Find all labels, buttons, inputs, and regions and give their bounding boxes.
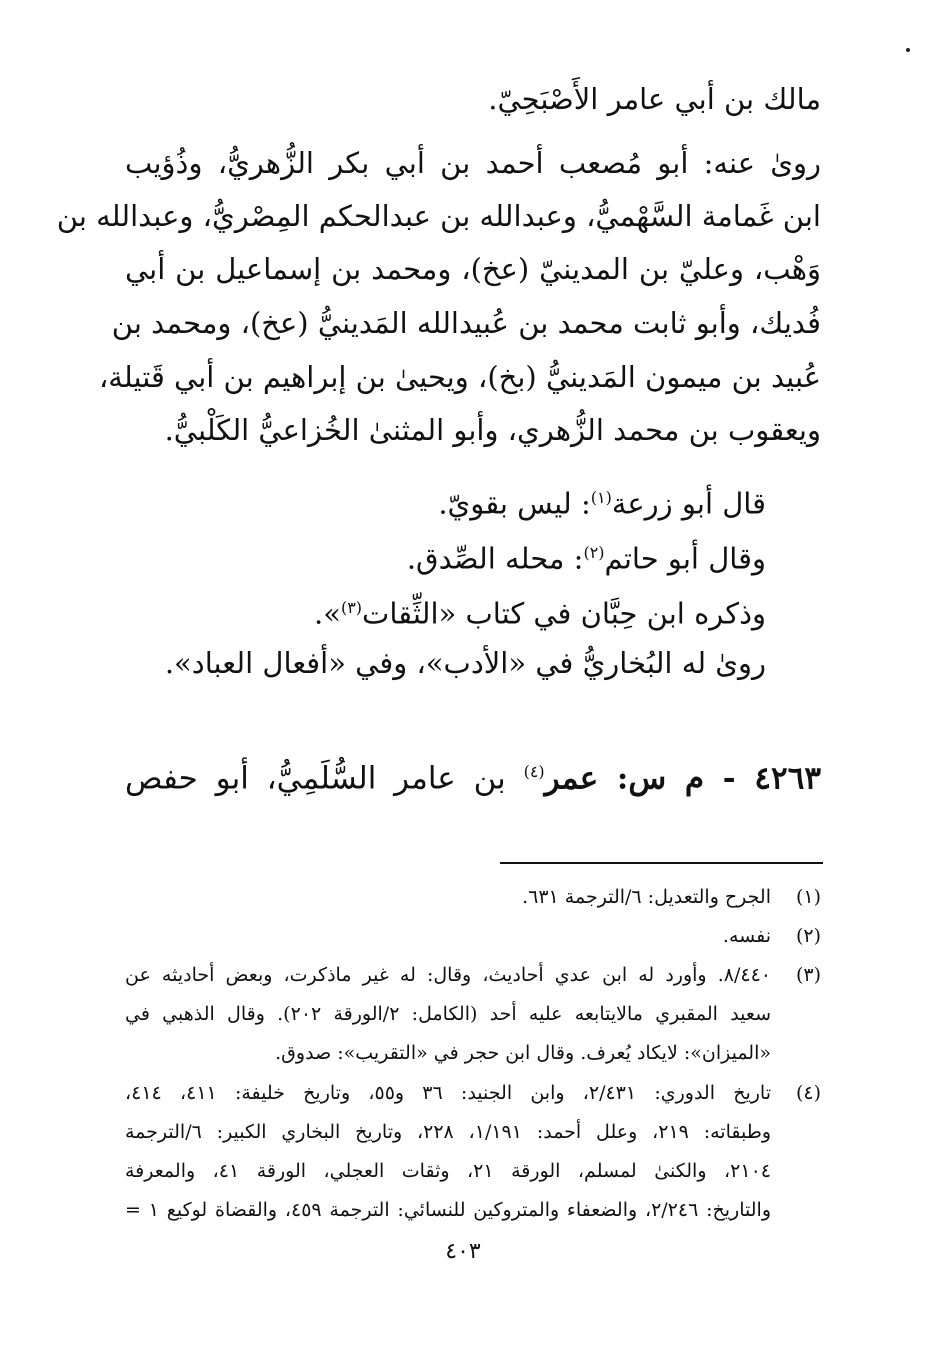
quote-text: : ليس بقويّ. <box>438 486 591 521</box>
footnote-line: وطبقاته: ٢١٩، وعلل أحمد: ١/١٩١، ٢٢٨، وتاريخ البخاري الكبير: ٦/الترجمة <box>125 1121 772 1143</box>
footnote-ref: (١) <box>590 488 612 507</box>
next-entry-heading <box>125 744 821 806</box>
entry-text: ٤٢٦٣ - م س: عمر <box>544 760 821 797</box>
quote-line <box>170 470 766 532</box>
text-line: روىٰ عنه: أبو مُصعب أحمد بن أبي بكر الزُّهريُّ، وذُؤيب <box>125 146 821 180</box>
text-line: مالك بن أبي عامر الأَصْبَحِيّ. <box>488 82 821 116</box>
footnote-number: (٤) <box>795 1082 821 1104</box>
quote-text: : محله الصِّدق. <box>406 541 584 576</box>
footnote-line: نفسه. <box>722 925 771 947</box>
quote-line <box>170 580 766 642</box>
footnote-line: سعيد المقبري مالايتابعه عليه أحد (الكامل: ٢/الورقة ٢٠٢). وقال الذهبي في <box>125 1003 771 1025</box>
quote-text: وقال أبو حاتم <box>604 541 766 576</box>
quote-text: روىٰ له البُخاريُّ في «الأدب»، وفي «أفعال العباد». <box>164 646 766 680</box>
quote-line <box>170 525 766 587</box>
footnote-line: الجرح والتعديل: ٦/الترجمة ٦٣١. <box>522 886 771 908</box>
quote-text: وذكره ابن حِبَّان في كتاب «الثِّقات <box>362 596 766 631</box>
page-number: ٤٠٣ <box>445 1239 481 1264</box>
footnote-number: (١) <box>795 886 821 908</box>
footnote-ref: (٣) <box>340 598 363 617</box>
footnote-number: (٢) <box>795 925 821 947</box>
footnote-line: ٢١٠٤، والكنىٰ لمسلم، الورقة ٢١، وثقات العجلي، الورقة ٤١، والمعرفة <box>125 1160 771 1182</box>
footnote-line: «الميزان»: لايكاد يُعرف. وقال ابن حجر في «التقريب»: صدوق. <box>275 1042 771 1064</box>
text-line: عُبيد بن ميمون المَدينيُّ (بخ)، ويحيىٰ بن إبراهيم بن أبي قَتيلة، <box>98 360 821 394</box>
footnote-ref: (٢) <box>583 543 605 562</box>
quote-text: ». <box>313 596 341 631</box>
footnote-line: والتاريخ: ٢/٢٤٦، والضعفاء والمتروكين للنسائي: الترجمة ٤٥٩، والقضاة لوكيع ١ = <box>125 1199 771 1221</box>
quote-text: قال أبو زرعة <box>611 486 766 521</box>
text-line: وَهْب، وعليّ بن المدينيّ (عخ)، ومحمد بن إسماعيل بن أبي <box>125 252 821 286</box>
text-line: ابن غَمامة السَّهْميُّ، وعبدالله بن عبدالحكم المِصْريُّ، وعبدالله بن <box>56 199 821 233</box>
footnote-separator <box>500 862 823 864</box>
footnote-number: (٣) <box>795 964 821 986</box>
footnote-line: ٨/٤٤٠. وأورد له ابن عدي أحاديث، وقال: له غير ماذكرت، وبعض أحاديثه عن <box>125 964 771 986</box>
quote-line <box>164 635 766 691</box>
text-line: فُديك، وأبو ثابت محمد بن عُبيدالله المَدينيُّ (عخ)، ومحمد بن <box>111 306 821 340</box>
scan-speck <box>906 48 910 52</box>
footnote-ref: (٤) <box>523 762 545 781</box>
text-line: ويعقوب بن محمد الزُّهري، وأبو المثنىٰ الخُزاعيُّ الكَلْبيُّ. <box>164 413 821 447</box>
entry-text: بن عامر السُّلَمِيُّ، أبو حفص <box>125 760 524 797</box>
footnote-line: تاريخ الدوري: ٢/٤٣١، وابن الجنيد: ٣٦ و٥٥، وتاريخ خليفة: ٤١١، ٤١٤، <box>125 1082 772 1104</box>
